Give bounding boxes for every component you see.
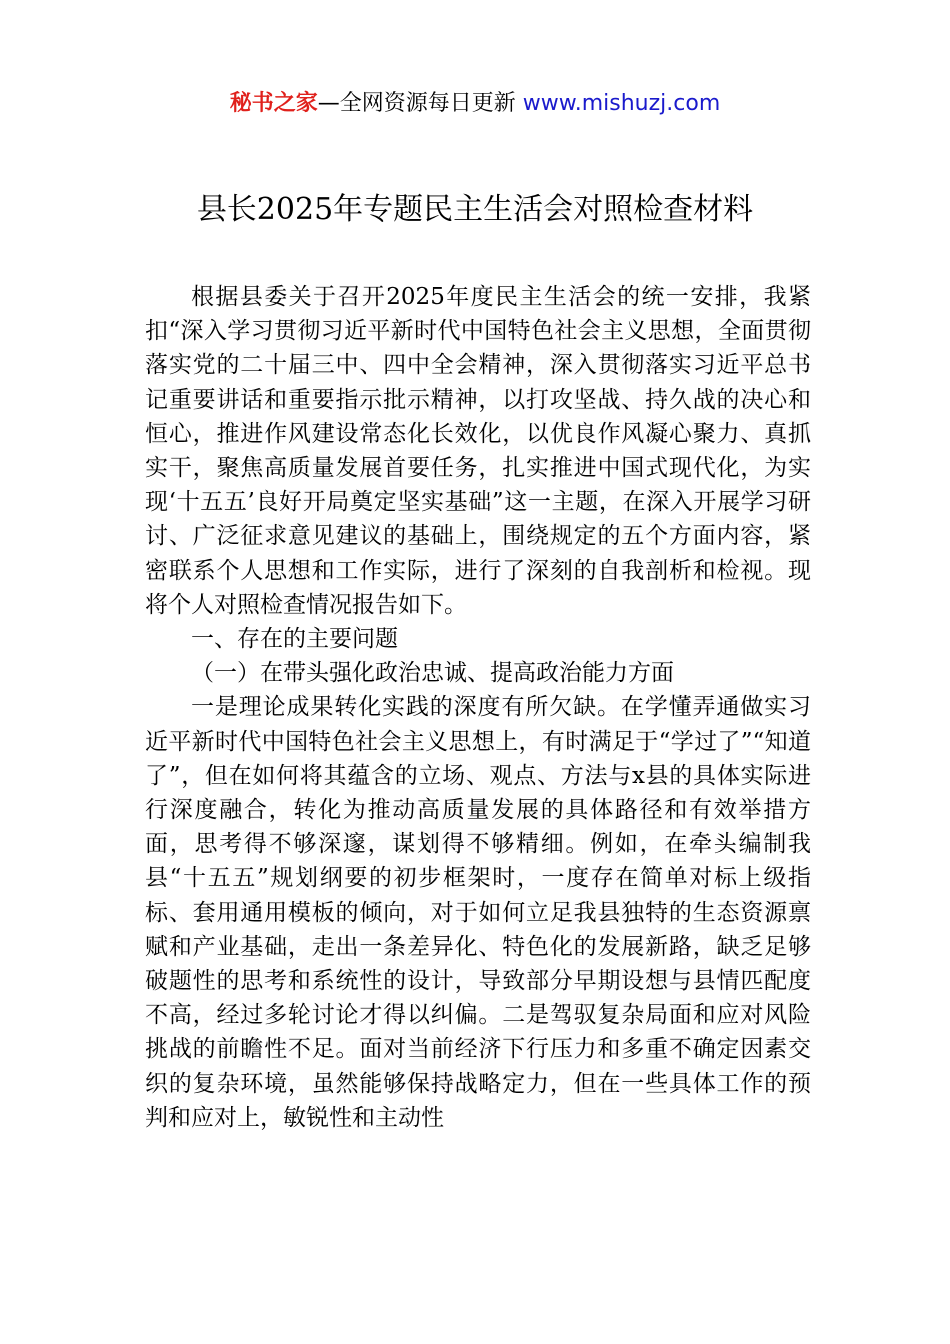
- site-tagline: —全网资源每日更新: [317, 91, 523, 116]
- intro-paragraph: 根据县委关于召开2025年度民主生活会的统一安排，我紧扣“深入学习贯彻习近平新时代中国特色社会主义思想，全面贯彻落实党的二十届三中、四中全会精神，深入贯彻落实习近平总书记重要讲话和重要指示批示精神，以打攻坚战、持久战的决心和恒心，推进作风建设常态化长效化，以优良作风凝心聚力、真抓实干，聚焦高质量发展首要任务，扎实推进中国式现代化，为实现‘十五五’良好开局奠定坚实基础”这一主题，在深入开展学习研讨、广泛征求意见建议的基础上，围绕规定的五个方面内容，紧密联系个人思想和工作实际，进行了深刻的自我剖析和检视。现将个人对照检查情况报告如下。: [145, 284, 811, 618]
- document-body: [145, 280, 811, 1135]
- body-paragraph: 一是理论成果转化实践的深度有所欠缺。在学懂弄通做实习近平新时代中国特色社会主义思想上，有时满足于“学过了”“知道了”，但在如何将其蕴含的立场、观点、方法与x县的具体实际进行深度融合，转化为推动高质量发展的具体路径和有效举措方面，思考得不够深邃，谋划得不够精细。例如，在牵头编制我县“十五五”规划纲要的初步框架时，一度存在简单对标上级指标、套用通用模板的倾向，对于如何立足我县独特的生态资源禀赋和产业基础，走出一条差异化、特色化的发展新路，缺乏足够破题性的思考和系统性的设计，导致部分早期设想与县情匹配度不高，经过多轮讨论才得以纠偏。二是驾驭复杂局面和应对风险挑战的前瞻性不足。面对当前经济下行压力和多重不确定因素交织的复杂环境，虽然能够保持战略定力，但在一些具体工作的预判和应对上，敏锐性和主动性: [145, 694, 811, 1131]
- site-brand: 秘书之家: [229, 91, 318, 116]
- site-url-link[interactable]: www.mishuzj.com: [522, 91, 721, 116]
- site-header: [0, 86, 950, 122]
- document-title: 县长2025年专题民主生活会对照检查材料: [196, 192, 754, 227]
- section-heading: 一、存在的主要问题: [191, 626, 398, 653]
- subsection-heading: （一）在带头强化政治忠诚、提高政治能力方面: [191, 660, 674, 687]
